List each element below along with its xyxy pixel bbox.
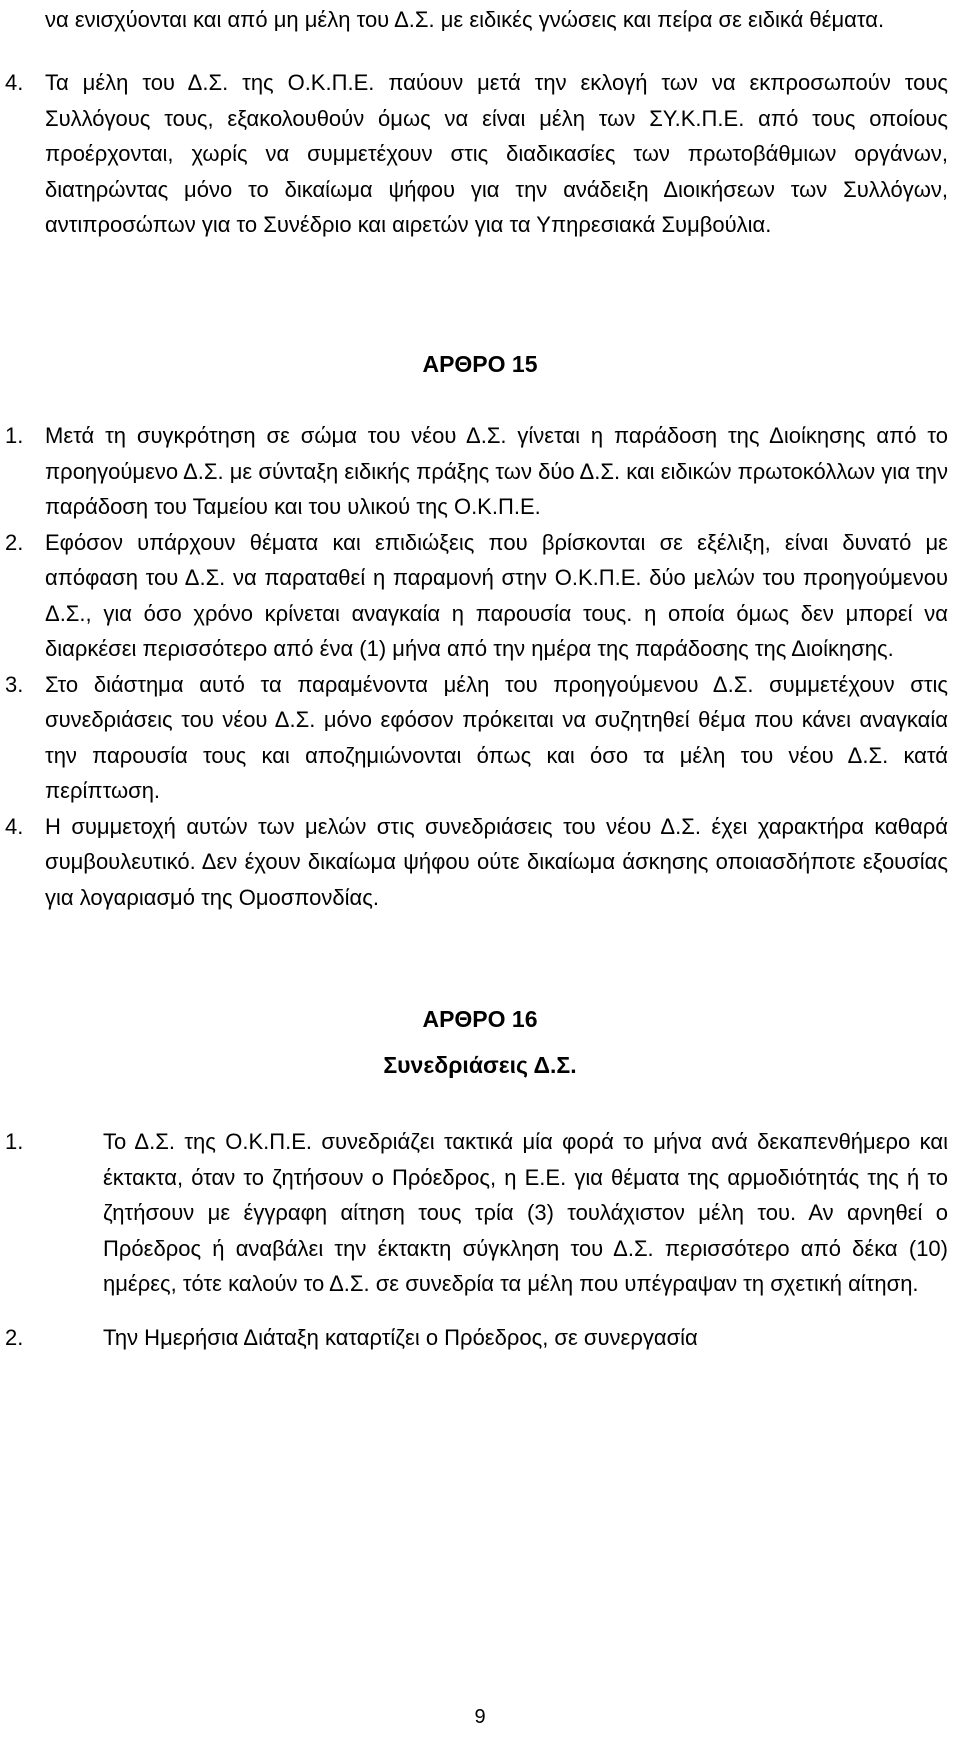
- article16-heading: ΑΡΘΡΟ 16: [422, 1006, 538, 1032]
- item-number: 4.: [5, 813, 24, 839]
- list-item: [5, 1124, 948, 1302]
- item-text: Εφόσον υπάρχουν θέματα και επιδιώξεις που βρίσκονται σε εξέλιξη, είναι δυνατό με απόφαση του Δ.Σ. να παραταθεί η παραμονή στην Ο.Κ.Π.Ε. δύο μελών του προηγούμενου Δ.Σ., για όσο χρόνο κρίνεται αναγκαία η παρουσία τους. η οποία όμως δεν μπορεί να διαρκέσει περισσότερο από ένα (1) μήνα από την ημέρα της παράδοσης της Διοίκησης.: [45, 529, 948, 661]
- item-number: 3.: [5, 671, 24, 697]
- list-item: [5, 525, 948, 667]
- list-item: [5, 809, 948, 916]
- article16-subheading: Συνεδριάσεις Δ.Σ.: [383, 1052, 577, 1078]
- intro-text: να ενισχύονται και από μη μέλη του Δ.Σ. με ειδικές γνώσεις και πείρα σε ειδικά θέματα.: [45, 7, 885, 32]
- list-item: [5, 418, 948, 525]
- article15-heading: ΑΡΘΡΟ 15: [422, 351, 538, 377]
- item-text: Την Ημερήσια Διάταξη καταρτίζει ο Πρόεδρος, σε συνεργασία: [103, 1324, 698, 1350]
- item-number: 1.: [5, 1129, 24, 1154]
- item-number: 2.: [5, 529, 24, 555]
- paragraph-gap: [5, 1302, 948, 1320]
- item-number: 1.: [5, 423, 24, 448]
- item-text: Μετά τη συγκρότηση σε σώμα του νέου Δ.Σ. γίνεται η παράδοση της Διοίκησης από το προηγούμενο Δ.Σ. με σύνταξη ειδικής πράξης των δύο Δ.Σ. και ειδικών πρωτοκόλλων για την παράδοση του Ταμείου και του υλικού της Ο.Κ.Π.Ε.: [45, 423, 948, 519]
- item-text: Η συμμετοχή αυτών των μελών στις συνεδριάσεις του νέου Δ.Σ. έχει χαρακτήρα καθαρά συμβουλευτικό. Δεν έχουν δικαίωμα ψήφου ούτε δικαίωμα άσκησης οποιασδήποτε εξουσίας για λογαριασμό της Ομοσπονδίας.: [45, 813, 948, 910]
- item-text: Στο διάστημα αυτό τα παραμένοντα μέλη του προηγούμενου Δ.Σ. συμμετέχουν στις συνεδριάσεις του νέου Δ.Σ. μόνο εφόσον πρόκειται να συζητηθεί θέμα που κάνει αναγκαία την παρουσία τους και αποζημιώνονται όπως και όσο τα μέλη του νέου Δ.Σ. κατά περίπτωση.: [45, 671, 948, 803]
- article15-body: [5, 418, 948, 915]
- list-item: [0, 65, 948, 243]
- item-number: 2.: [5, 1324, 24, 1350]
- article16-body: [5, 1124, 948, 1355]
- item-text: Το Δ.Σ. της Ο.Κ.Π.Ε. συνεδριάζει τακτικά μία φορά το μήνα ανά δεκαπενθήμερο και έκτακτα, όταν το ζητήσουν ο Πρόεδρος, η Ε.Ε. για θέματα της αρμοδιότητάς της ή το ζητήσουν με έγγραφη αίτηση τους τρία (3) τουλάχιστον μέλη του. Αν αρνηθεί ο Πρόεδρος ή αναβάλει την έκτακτη σύγκληση του Δ.Σ. περισσότερο από δέκα (10) ημέρες, τότε καλούν το Δ.Σ. σε συνεδρία τα μέλη που υπέγραψαν τη σχετική αίτηση.: [103, 1129, 948, 1296]
- intro-paragraph: [45, 2, 948, 38]
- list-item: [5, 667, 948, 809]
- list-item: [5, 1320, 948, 1356]
- article14-item-4: [0, 65, 948, 243]
- page-number: 9: [474, 1706, 486, 1728]
- item-text: Τα μέλη του Δ.Σ. της Ο.Κ.Π.Ε. παύουν μετά την εκλογή των να εκπροσωπούν τους Συλλόγους τους, εξακολουθούν όμως να είναι μέλη των ΣΥ.Κ.Π.Ε. από τους οποίους προέρχονται, χωρίς να συμμετέχουν στις διαδικασίες των πρωτοβάθμιων οργάνων, διατηρώντας μόνο το δικαίωμα ψήφου για την ανάδειξη Διοικήσεων των Συλλόγων, αντιπροσώπων για το Συνέδριο και αιρετών για τα Υπηρεσιακά Συμβούλια.: [45, 70, 948, 237]
- item-number: 4.: [5, 70, 24, 95]
